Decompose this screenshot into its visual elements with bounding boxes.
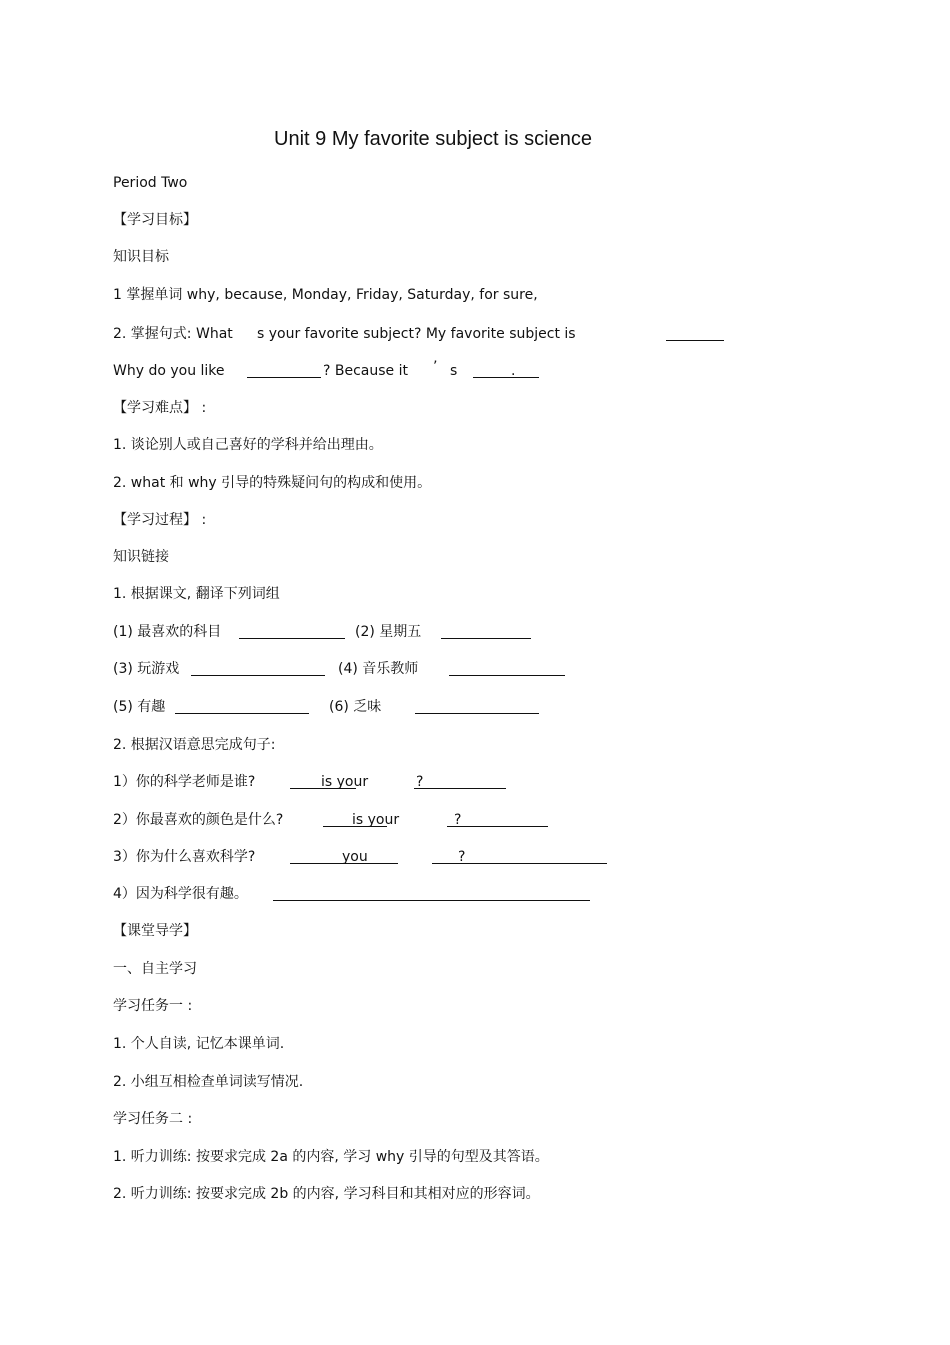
- sentence-4-chinese: 4）因为科学很有趣。: [113, 886, 248, 902]
- sentence-1-chinese: 1）你的科学老师是谁?: [113, 774, 256, 790]
- sentence-1-part-b: ?: [416, 774, 424, 790]
- task-2-label: 学习任务二 :: [113, 1111, 193, 1127]
- blank-line[interactable]: [473, 362, 539, 378]
- difficulty-item-2: 2. what 和 why 引导的特殊疑问句的构成和使用。: [113, 475, 432, 491]
- task-1-item-2: 2. 小组互相检查单词读写情况.: [113, 1074, 304, 1090]
- task-1-label: 学习任务一 :: [113, 998, 193, 1014]
- sentence-3-chinese: 3）你为什么喜欢科学?: [113, 849, 256, 865]
- complete-heading: 2. 根据汉语意思完成句子:: [113, 737, 276, 753]
- task-1-item-1: 1. 个人自读, 记忆本课单词.: [113, 1036, 285, 1052]
- goal-words: 1 掌握单词 why, because, Monday, Friday, Saturday, for sure,: [113, 287, 538, 303]
- sentence-3-part-a: you: [342, 849, 368, 865]
- sentence-2-part-a: is your: [352, 812, 400, 828]
- sentence-2-part-b: ?: [454, 812, 462, 828]
- translate-row-3: [113, 698, 553, 718]
- apostrophe-mark: ’: [433, 359, 438, 375]
- goals-heading: 【学习目标】: [113, 212, 197, 228]
- blank-line[interactable]: [191, 660, 325, 676]
- knowledge-goals-label: 知识目标: [113, 249, 169, 265]
- translate-item-5: (5) 有趣: [113, 699, 166, 715]
- why-pattern-s: s: [450, 363, 458, 379]
- goal-why-pattern: [113, 359, 553, 382]
- why-pattern-start: Why do you like: [113, 363, 225, 379]
- self-study-label: 一、自主学习: [113, 961, 197, 977]
- difficulty-item-1: 1. 谈论别人或自己喜好的学科并给出理由。: [113, 437, 383, 453]
- blank-line[interactable]: [239, 623, 345, 639]
- why-pattern-period: .: [511, 363, 516, 379]
- knowledge-link-label: 知识链接: [113, 549, 169, 565]
- translate-item-1: (1) 最喜欢的科目: [113, 624, 222, 640]
- sentence-1-part-a: is your: [321, 774, 369, 790]
- classroom-heading: 【课堂导学】: [113, 923, 197, 939]
- translate-row-2: [113, 660, 573, 680]
- sentence-2-chinese: 2）你最喜欢的颜色是什么?: [113, 812, 284, 828]
- blank-line[interactable]: [447, 811, 548, 827]
- blank-line[interactable]: [415, 698, 539, 714]
- blank-line[interactable]: [449, 660, 565, 676]
- why-pattern-because: ? Because it: [323, 363, 408, 379]
- difficulty-heading: 【学习难点】 :: [113, 400, 207, 416]
- task-2-item-1: 1. 听力训练: 按要求完成 2a 的内容, 学习 why 引导的句型及其答语。: [113, 1149, 549, 1165]
- sentence-3-part-b: ?: [458, 849, 466, 865]
- blank-line[interactable]: [441, 623, 531, 639]
- page-title: Unit 9 My favorite subject is science: [274, 128, 592, 150]
- process-heading: 【学习过程】 :: [113, 512, 207, 528]
- blank-line[interactable]: [666, 325, 724, 341]
- sentence-row-2: [113, 811, 553, 831]
- period-label: Period Two: [113, 175, 188, 191]
- blank-line[interactable]: [414, 773, 506, 789]
- goal-sentence-pattern-prefix: 2. 掌握句式: What: [113, 326, 233, 342]
- sentence-row-3: [113, 848, 613, 868]
- goal-sentence-pattern: [113, 325, 733, 345]
- blank-line[interactable]: [247, 362, 321, 378]
- translate-item-4: (4) 音乐教师: [338, 661, 419, 677]
- translate-item-3: (3) 玩游戏: [113, 661, 180, 677]
- blank-line[interactable]: [175, 698, 309, 714]
- translate-item-2: (2) 星期五: [355, 624, 422, 640]
- translate-item-6: (6) 乏味: [329, 699, 382, 715]
- sentence-row-4: [113, 885, 603, 905]
- task-2-item-2: 2. 听力训练: 按要求完成 2b 的内容, 学习科目和其相对应的形容词。: [113, 1186, 540, 1202]
- translate-row-1: [113, 623, 543, 643]
- translate-heading: 1. 根据课文, 翻译下列词组: [113, 586, 280, 602]
- sentence-row-1: [113, 773, 513, 793]
- blank-line[interactable]: [273, 885, 590, 901]
- goal-sentence-pattern-text: s your favorite subject? My favorite subject is: [257, 326, 576, 342]
